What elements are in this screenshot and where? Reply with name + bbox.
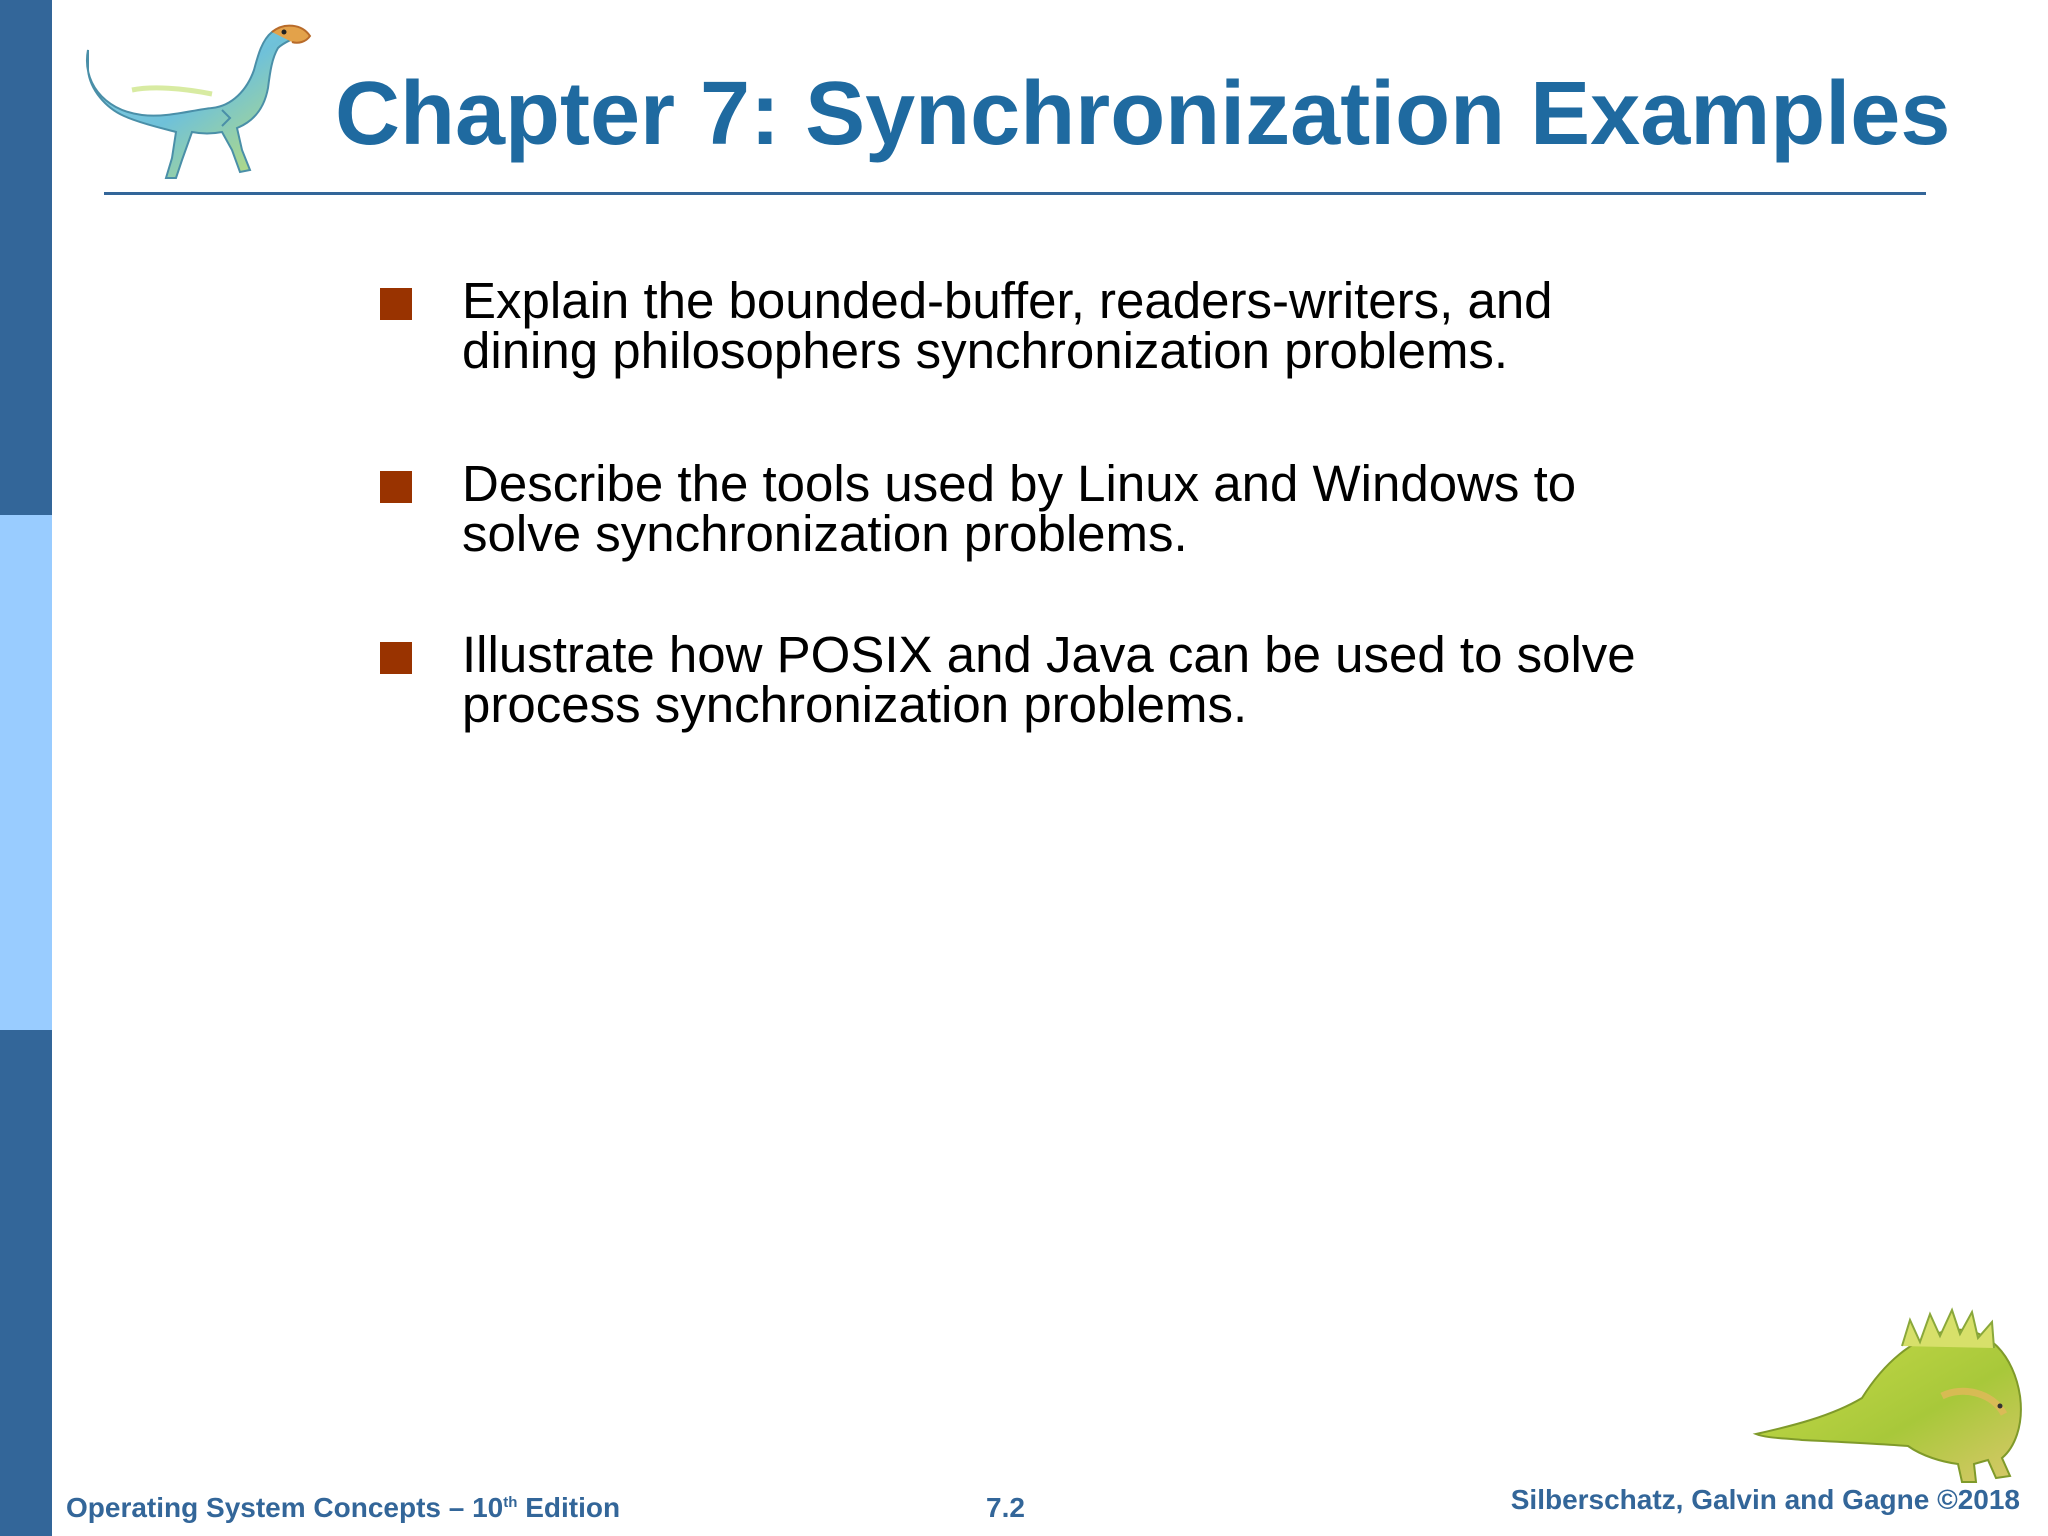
footer-copyright: Silberschatz, Galvin and Gagne ©2018 [1510, 1484, 2020, 1515]
left-sidebar-stripe [0, 0, 52, 1536]
bullet-square-icon [380, 642, 412, 674]
bullet-line: solve synchronization problems. [462, 505, 1188, 562]
footer-book-title [66, 1492, 620, 1524]
bullet-line: process synchronization problems. [462, 676, 1248, 733]
bullet-line: Illustrate how POSIX and Java can be used to solve [462, 626, 1636, 683]
sidebar-segment-top [0, 0, 52, 515]
sidebar-segment-bottom [0, 1030, 52, 1536]
footer-book-main: Operating System Concepts – 10 [66, 1492, 504, 1523]
bullet-item [380, 626, 1780, 746]
footer-book-superscript: th [503, 1494, 518, 1511]
bullet-square-icon [380, 471, 412, 503]
bullet-text [462, 626, 1762, 733]
bullet-item [380, 455, 1780, 575]
footer-page-number: 7.2 [986, 1492, 1025, 1523]
bullet-line: Explain the bounded-buffer, readers-writers, and [462, 272, 1553, 329]
bullet-line: Describe the tools used by Linux and Windows to [462, 455, 1577, 512]
bullet-line: dining philosophers synchronization problems. [462, 322, 1509, 379]
bullet-text [462, 455, 1762, 562]
sidebar-segment-middle [0, 515, 52, 1030]
dinosaur-icon [72, 10, 322, 190]
slide-title: Chapter 7: Synchronization Examples [335, 64, 1951, 164]
footer-book-edition: Edition [517, 1492, 621, 1523]
stegosaurus-icon [1752, 1286, 2032, 1486]
title-divider [104, 192, 1926, 195]
bullet-text [462, 272, 1762, 379]
bullet-square-icon [380, 288, 412, 320]
bullet-item [380, 272, 1780, 392]
